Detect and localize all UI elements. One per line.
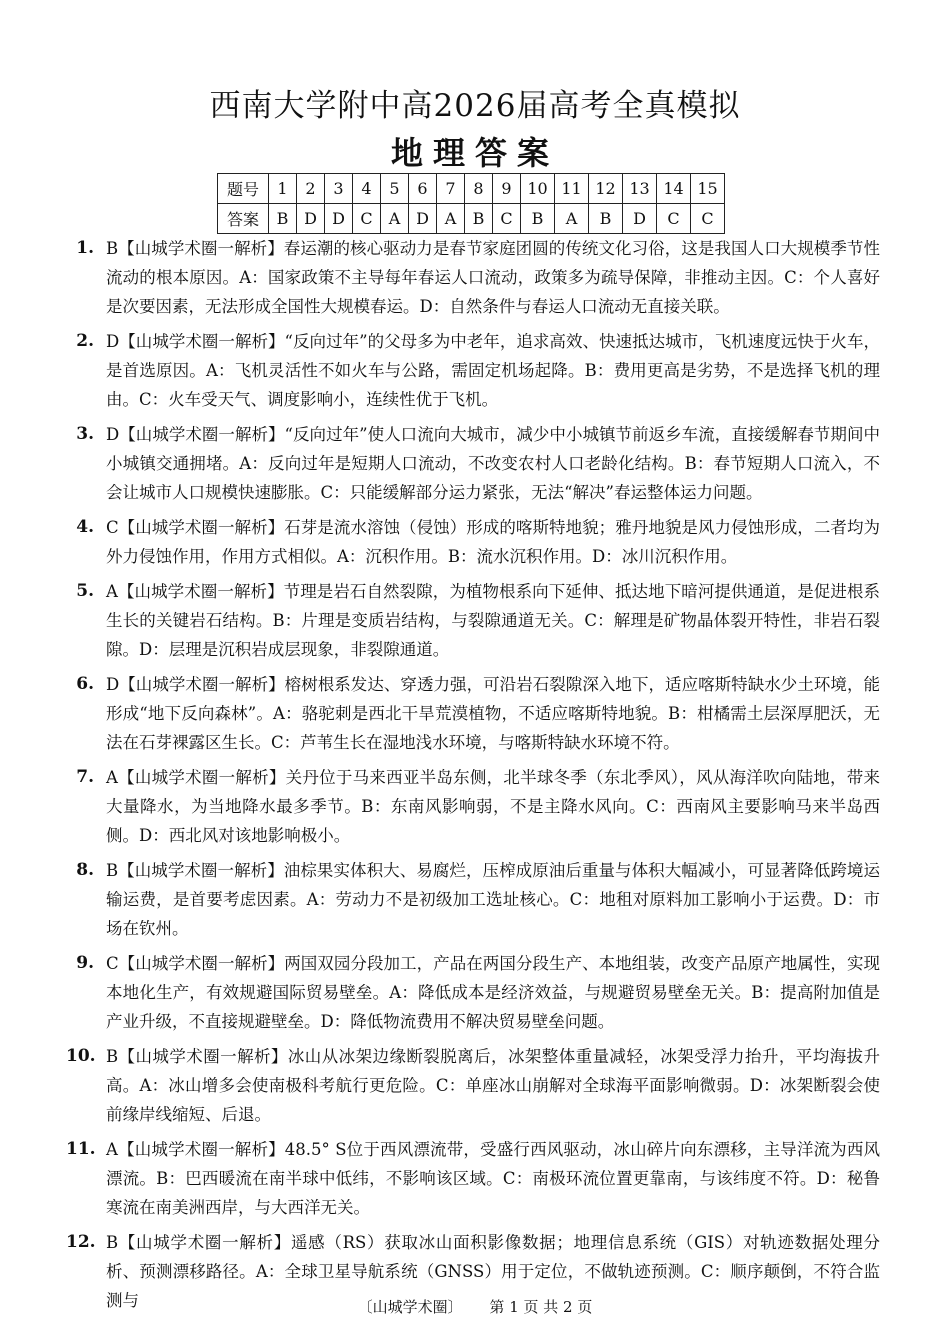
explanation-item — [66, 1135, 880, 1222]
item-number: 8. — [76, 860, 94, 880]
explanation-item — [66, 513, 880, 571]
item-text: D【山城学术圈一解析】“反向过年”的父母多为中老年，追求高效、快速抵达城市，飞机速度远快于火车，是首选原因。A：飞机灵活性不如火车与公路，需固定机场起降。B：费用更高是劣势，不是选择飞机的理由。C：火车受天气、调度影响小，连续性优于飞机。 — [106, 332, 880, 409]
answer-cell: C — [657, 204, 691, 234]
item-number: 7. — [76, 767, 94, 787]
answer-cell: B — [521, 204, 555, 234]
item-number: 4. — [76, 517, 94, 537]
answer-cell: D — [623, 204, 657, 234]
item-text: C【山城学术圈一解析】两国双园分段加工，产品在两国分段生产、本地组装，改变产品原产地属性，实现本地化生产，有效规避国际贸易壁垒。A：降低成本是经济效益，与规避贸易壁垒无关。B：提高附加值是产业升级，不直接规避壁垒。D：降低物流费用不解决贸易壁垒问题。 — [106, 954, 880, 1031]
question-number-cell: 6 — [409, 174, 437, 204]
answer-table-row-label: 题号 — [218, 174, 269, 204]
answer-cell: B — [269, 204, 297, 234]
item-number: 9. — [76, 953, 94, 973]
question-number-cell: 5 — [381, 174, 409, 204]
explanation-item — [66, 856, 880, 943]
explanation-item — [66, 234, 880, 321]
answer-cell: B — [589, 204, 623, 234]
footer-page-number: 第 1 页 共 2 页 — [489, 1298, 593, 1316]
explanation-list — [66, 234, 880, 1321]
item-number: 11. — [66, 1139, 96, 1159]
footer-source: 〔山城学术圈〕 — [357, 1298, 463, 1316]
question-number-cell: 1 — [269, 174, 297, 204]
item-text: B【山城学术圈一解析】冰山从冰架边缘断裂脱离后，冰架整体重量减轻，冰架受浮力抬升，平均海拔升高。A：冰山增多会使南极科考航行更危险。C：单座冰山崩解对全球海平面影响微弱。D：冰架断裂会使前缘岸线缩短、后退。 — [106, 1047, 880, 1124]
answer-cell: A — [555, 204, 589, 234]
item-text: D【山城学术圈一解析】“反向过年”使人口流向大城市，减少中小城镇节前返乡车流，直接缓解春节期间中小城镇交通拥堵。A：反向过年是短期人口流动，不改变农村人口老龄化结构。B：春节短期人口流入，不会让城市人口规模快速膨胀。C：只能缓解部分运力紧张，无法“解决”春运整体运力问题。 — [106, 425, 880, 502]
answer-cell: D — [297, 204, 325, 234]
item-text: B【山城学术圈一解析】遥感（RS）获取冰山面积影像数据；地理信息系统（GIS）对轨迹数据处理分析、预测漂移路径。A：全球卫星导航系统（GNSS）用于定位，不做轨迹预测。C：顺序颠倒，不符合监测与 — [106, 1233, 880, 1310]
explanation-item — [66, 949, 880, 1036]
item-text: A【山城学术圈一解析】关丹位于马来西亚半岛东侧，北半球冬季（东北季风），风从海洋吹向陆地，带来大量降水，为当地降水最多季节。B：东南风影响弱，不是主降水风向。C：西南风主要影响马来半岛西侧。D：西北风对该地影响极小。 — [106, 768, 880, 845]
item-text: A【山城学术圈一解析】48.5° S位于西风漂流带，受盛行西风驱动，冰山碎片向东漂移，主导洋流为西风漂流。B：巴西暖流在南半球中低纬，不影响该区域。C：南极环流位置更靠南，与该纬度不符。D：秘鲁寒流在南美洲西岸，与大西洋无关。 — [106, 1140, 880, 1217]
answer-table-answer-row — [218, 204, 725, 234]
question-number-cell: 15 — [691, 174, 725, 204]
question-number-cell: 4 — [353, 174, 381, 204]
item-text: C【山城学术圈一解析】石芽是流水溶蚀（侵蚀）形成的喀斯特地貌；雅丹地貌是风力侵蚀形成，二者均为外力侵蚀作用，作用方式相似。A：沉积作用。B：流水沉积作用。D：冰川沉积作用。 — [106, 518, 880, 566]
explanation-item — [66, 577, 880, 664]
answer-cell: C — [353, 204, 381, 234]
item-number: 3. — [76, 424, 94, 444]
item-text: D【山城学术圈一解析】榕树根系发达、穿透力强，可沿岩石裂隙深入地下，适应喀斯特缺水少土环境，能形成“地下反向森林”。A：骆驼刺是西北干旱荒漠植物，不适应喀斯特地貌。B：柑橘需土层深厚肥沃，无法在石芽裸露区生长。C：芦苇生长在湿地浅水环境，与喀斯特缺水环境不符。 — [106, 675, 880, 752]
page-subtitle: 地理答案 — [390, 134, 559, 172]
question-number-cell: 14 — [657, 174, 691, 204]
answer-cell: A — [381, 204, 409, 234]
answer-cell: C — [493, 204, 521, 234]
item-number: 5. — [76, 581, 94, 601]
answer-cell: C — [691, 204, 725, 234]
page-title: 西南大学附中高2026届高考全真模拟 — [209, 88, 741, 124]
answer-table — [217, 173, 725, 234]
explanation-item — [66, 327, 880, 414]
page-footer — [0, 1296, 950, 1317]
explanation-item — [66, 420, 880, 507]
item-number: 12. — [66, 1232, 96, 1252]
question-number-cell: 11 — [555, 174, 589, 204]
answer-cell: A — [437, 204, 465, 234]
answer-table-number-row — [218, 174, 725, 204]
question-number-cell: 12 — [589, 174, 623, 204]
question-number-cell: 10 — [521, 174, 555, 204]
item-text: B【山城学术圈一解析】油棕果实体积大、易腐烂，压榨成原油后重量与体积大幅减小，可显著降低跨境运输运费，是首要考虑因素。A：劳动力不是初级加工选址核心。C：地租对原料加工影响小于运费。D：市场在钦州。 — [106, 861, 880, 938]
question-number-cell: 8 — [465, 174, 493, 204]
answer-cell: B — [465, 204, 493, 234]
question-number-cell: 13 — [623, 174, 657, 204]
explanation-item — [66, 670, 880, 757]
item-number: 6. — [76, 674, 94, 694]
question-number-cell: 9 — [493, 174, 521, 204]
item-text: A【山城学术圈一解析】节理是岩石自然裂隙，为植物根系向下延伸、抵达地下暗河提供通道，是促进根系生长的关键岩石结构。B：片理是变质岩结构，与裂隙通道无关。C：解理是矿物晶体裂开特性，非岩石裂隙。D：层理是沉积岩成层现象，非裂隙通道。 — [106, 582, 880, 659]
item-number: 2. — [76, 331, 94, 351]
question-number-cell: 2 — [297, 174, 325, 204]
item-text: B【山城学术圈一解析】春运潮的核心驱动力是春节家庭团圆的传统文化习俗，这是我国人口大规模季节性流动的根本原因。A：国家政策不主导每年春运人口流动，政策多为疏导保障，非推动主因。C：个人喜好是次要因素，无法形成全国性大规模春运。D：自然条件与春运人口流动无直接关联。 — [106, 239, 880, 316]
explanation-item — [66, 1042, 880, 1129]
answer-cell: D — [325, 204, 353, 234]
question-number-cell: 7 — [437, 174, 465, 204]
answer-cell: D — [409, 204, 437, 234]
question-number-cell: 3 — [325, 174, 353, 204]
item-number: 1. — [76, 238, 94, 258]
explanation-item — [66, 763, 880, 850]
answer-table-row-label: 答案 — [218, 204, 269, 234]
item-number: 10. — [66, 1046, 96, 1066]
